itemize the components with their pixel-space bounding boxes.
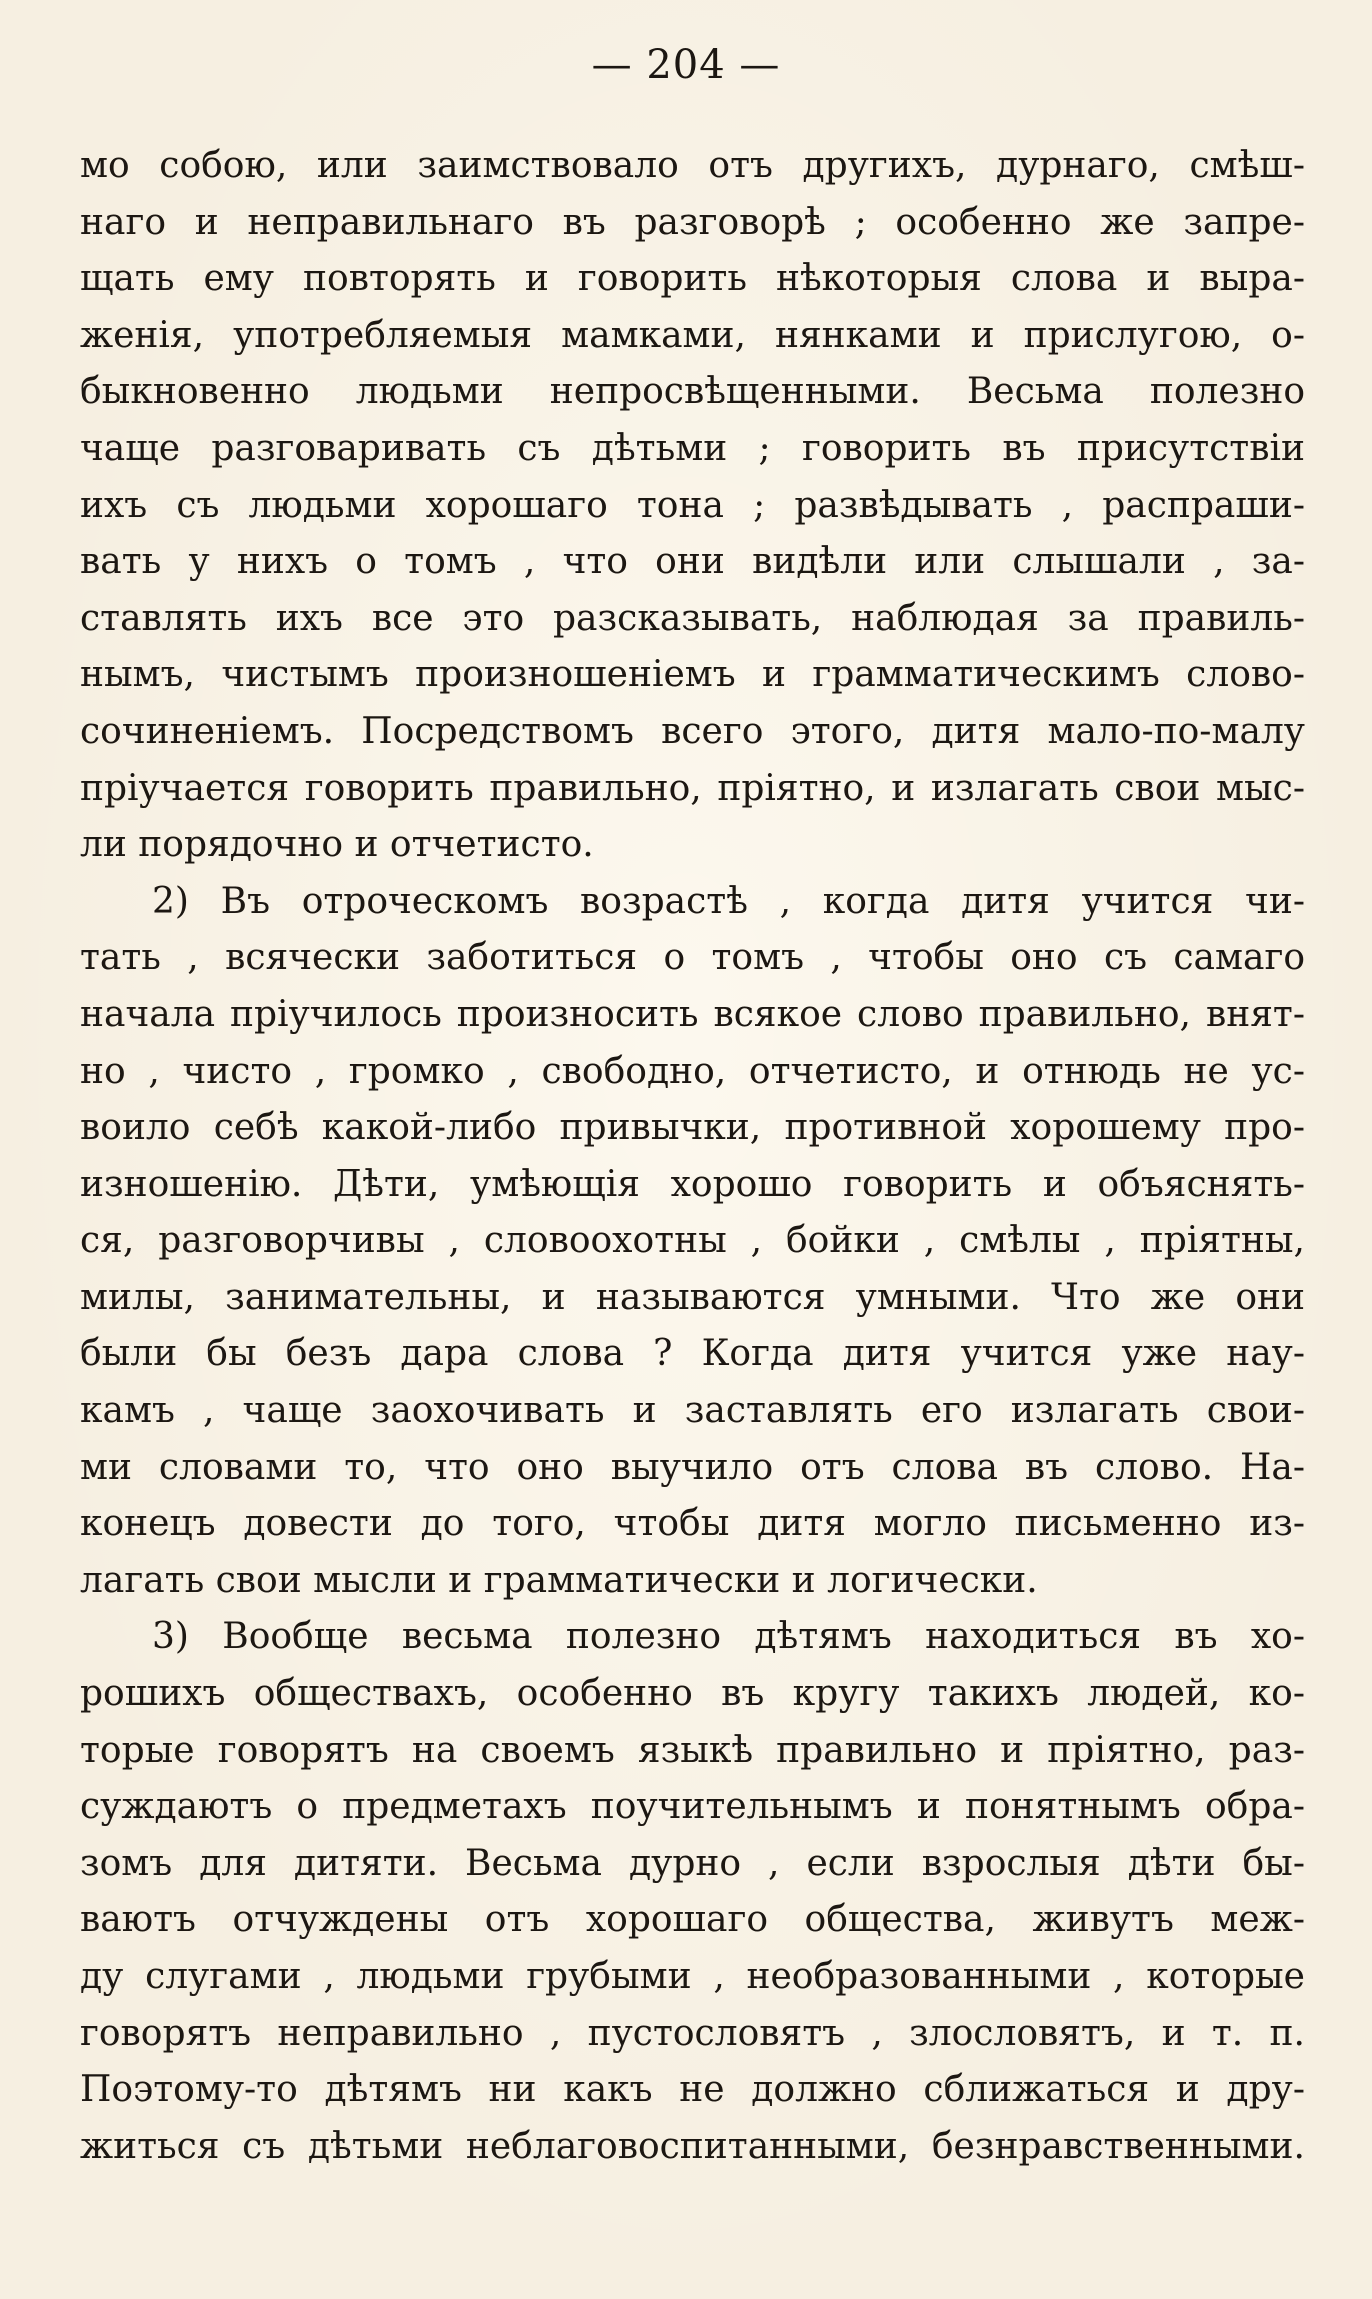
text-line: конецъ довести до того, чтобы дитя могло письменно из- xyxy=(80,1503,1305,1545)
body-text xyxy=(80,138,1305,2175)
text-line: начала пріучилось произносить всякое слово правильно, внят- xyxy=(80,993,1305,1035)
text-line: житься съ дѣтьми неблаговоспитанными, безнравственными. xyxy=(80,2125,1305,2167)
page-number: — 204 — xyxy=(591,42,781,88)
text-line: воило себѣ какой-либо привычки, противной хорошему про- xyxy=(80,1107,1305,1149)
text-line: ихъ съ людьми хорошаго тона ; развѣдывать , распраши- xyxy=(80,484,1305,526)
text-line: изношенію. Дѣти, умѣющія хорошо говорить и объяснять- xyxy=(80,1163,1305,1205)
text-line: лагать свои мысли и грамматически и логически. xyxy=(80,1559,1038,1601)
text-line: ду слугами , людьми грубыми , необразованными , которые xyxy=(80,1956,1305,1997)
text-line: пріучается говорить правильно, пріятно, и излагать свои мыс- xyxy=(80,767,1305,809)
text-line: быкновенно людьми непросвѣщенными. Весьма полезно xyxy=(80,371,1305,413)
text-line: камъ , чаще заохочивать и заставлять его излагать свои- xyxy=(80,1390,1305,1432)
text-line: зомъ для дитяти. Весьма дурно , если взрослыя дѣти бы- xyxy=(80,1842,1305,1884)
text-line: наго и неправильнаго въ разговорѣ ; особенно же запре- xyxy=(80,201,1305,243)
text-line: ваютъ отчуждены отъ хорошаго общества, живутъ меж- xyxy=(80,1899,1305,1941)
text-line: рошихъ обществахъ, особенно въ кругу такихъ людей, ко- xyxy=(80,1673,1305,1715)
text-line: мо собою, или заимствовало отъ другихъ, дурнаго, смѣш- xyxy=(80,145,1305,186)
text-line: ся, разговорчивы , словоохотны , бойки , смѣлы , пріятны, xyxy=(80,1220,1305,1262)
text-line: милы, занимательны, и называются умными. Что же они xyxy=(80,1276,1305,1318)
text-line: 2) Въ отроческомъ возрастѣ , когда дитя учится чи- xyxy=(152,880,1305,922)
text-line: торые говорятъ на своемъ языкѣ правильно и пріятно, раз- xyxy=(80,1729,1305,1771)
text-line: сочиненіемъ. Посредствомъ всего этого, дитя мало-по-малу xyxy=(80,710,1305,752)
text-line: ставлять ихъ все это разсказывать, наблюдая за правиль- xyxy=(80,597,1305,639)
text-line: женія, употребляемыя мамками, нянками и прислугою, о- xyxy=(80,314,1305,356)
text-line: Поэтому-то дѣтямъ ни какъ не должно сближаться и дру- xyxy=(80,2069,1305,2111)
text-line: 3) Вообще весьма полезно дѣтямъ находиться въ хо- xyxy=(152,1616,1305,1658)
text-line: щать ему повторять и говорить нѣкоторыя слова и выра- xyxy=(80,258,1305,300)
text-line: чаще разговаривать съ дѣтьми ; говорить въ присутствіи xyxy=(80,427,1305,469)
text-line: ли порядочно и отчетисто. xyxy=(80,824,594,866)
text-line: нымъ, чистымъ произношеніемъ и грамматическимъ слово- xyxy=(80,654,1305,696)
text-line: суждаютъ о предметахъ поучительнымъ и понятнымъ обра- xyxy=(80,1786,1305,1828)
text-line: были бы безъ дара слова ? Когда дитя учится уже нау- xyxy=(80,1333,1305,1375)
text-line: но , чисто , громко , свободно, отчетисто, и отнюдь не ус- xyxy=(80,1050,1305,1092)
text-line: ми словами то, что оно выучило отъ слова въ слово. На- xyxy=(80,1446,1305,1488)
text-line: вать у нихъ о томъ , что они видѣли или слышали , за- xyxy=(80,541,1305,583)
text-line: говорятъ неправильно , пустословятъ , злословятъ, и т. п. xyxy=(80,2012,1305,2054)
text-line: тать , всячески заботиться о томъ , чтобы оно съ самаго xyxy=(80,937,1305,979)
